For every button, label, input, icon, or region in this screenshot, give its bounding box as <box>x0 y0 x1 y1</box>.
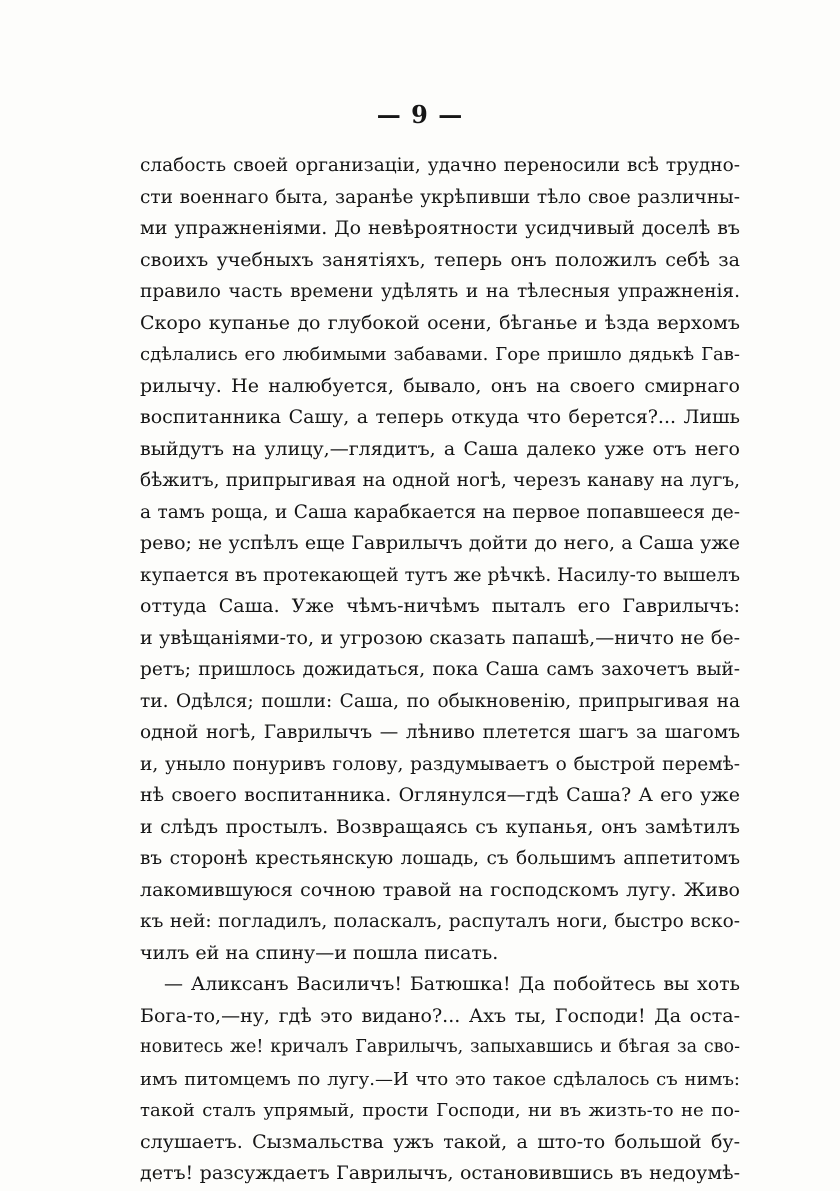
text-line: имъ питомцемъ по лугу.—И что это такое сдѣлалось съ нимъ: <box>140 1068 740 1090</box>
text-line: и, уныло понуривъ голову, раздумываетъ о быстрой перемѣ- <box>140 753 740 775</box>
page-number: — 9 — <box>376 100 464 129</box>
text-line: рилычу. Не налюбуется, бывало, онъ на своего смирнаго <box>140 374 740 397</box>
text-line: бѣжитъ, припрыгивая на одной ногѣ, черезъ канаву на лугъ, <box>140 470 740 491</box>
text-line: — Аликсанъ Василичъ! Батюшка! Да побойтесь вы хоть <box>164 973 740 995</box>
text-line: своихъ учебныхъ занятіяхъ, теперь онъ положилъ себѣ за <box>140 248 740 271</box>
text-line: въ сторонѣ крестьянскую лошадь, съ большимъ аппетитомъ <box>140 848 740 869</box>
text-line: чилъ ей на спину—и пошла писать. <box>140 941 499 964</box>
text-line: къ ней: погладилъ, поласкалъ, распуталъ ноги, быстро вско- <box>140 911 740 932</box>
text-line: такой сталъ упрямый, прости Господи, ни въ жизть-то не по- <box>140 1100 740 1121</box>
text-line: выйдутъ на улицу,—глядитъ, а Саша далеко уже отъ него <box>140 437 740 460</box>
text-line: сти военнаго быта, заранѣе укрѣпивши тѣло свое различны- <box>140 186 740 208</box>
text-line: ми упражненіями. До невѣроятности усидчивый доселѣ въ <box>140 217 740 239</box>
text-line: одной ногѣ, Гаврилычъ — лѣниво плетется шагъ за шагомъ <box>140 722 740 743</box>
text-line: а тамъ роща, и Саша карабкается на первое попавшееся де- <box>140 501 740 523</box>
text-line: купается въ протекающей тутъ же рѣчкѣ. Насилу-то вышелъ <box>140 564 740 586</box>
text-line: воспитанника Сашу, а теперь откуда что берется?... Лишь <box>140 406 740 428</box>
text-line: ти. Одѣлся; пошли: Саша, по обыкновенію, припрыгивая на <box>140 690 740 712</box>
text-line: и увѣщаніями-то, и угрозою сказать папашѣ,—ничто не бе- <box>140 626 740 649</box>
text-line: ретъ; пришлось дожидаться, пока Саша самъ захочетъ вый- <box>140 659 740 680</box>
text-line: новитесь же! кричалъ Гаврилычъ, запыхавшись и бѣгая за сво- <box>140 1037 740 1057</box>
text-line: сдѣлались его любимыми забавами. Горе пришло дядькѣ Гав- <box>140 344 740 365</box>
text-line: слушаетъ. Сызмальства ужъ такой, а што-то большой бу- <box>140 1130 740 1153</box>
body-text <box>140 150 740 1190</box>
text-line: Бога-то,—ну, гдѣ это видано?... Ахъ ты, Господи! Да оста- <box>140 1004 740 1027</box>
text-line: рево; не успѣлъ еще Гаврилычъ дойти до него, а Саша уже <box>140 532 740 554</box>
text-line: слабость своей организаціи, удачно переносили всѣ трудно- <box>140 155 740 176</box>
text-line: лакомившуюся сочною травой на господскомъ лугу. Живо <box>140 878 740 901</box>
text-line: нѣ своего воспитанника. Оглянулся—гдѣ Саша? А его уже <box>140 784 740 806</box>
text-line: детъ! разсуждаетъ Гаврилычъ, остановившись въ недоумѣ- <box>140 1162 740 1184</box>
text-line: правило часть времени удѣлять и на тѣлесныя упражненія. <box>140 281 740 302</box>
text-line: Скоро купанье до глубокой осени, бѣганье и ѣзда верхомъ <box>140 311 740 334</box>
text-line: и слѣдъ простылъ. Возвращаясь съ купанья, онъ замѣтилъ <box>140 815 740 838</box>
text-line: оттуда Саша. Уже чѣмъ-ничѣмъ пыталъ его Гаврилычъ: <box>140 595 740 617</box>
